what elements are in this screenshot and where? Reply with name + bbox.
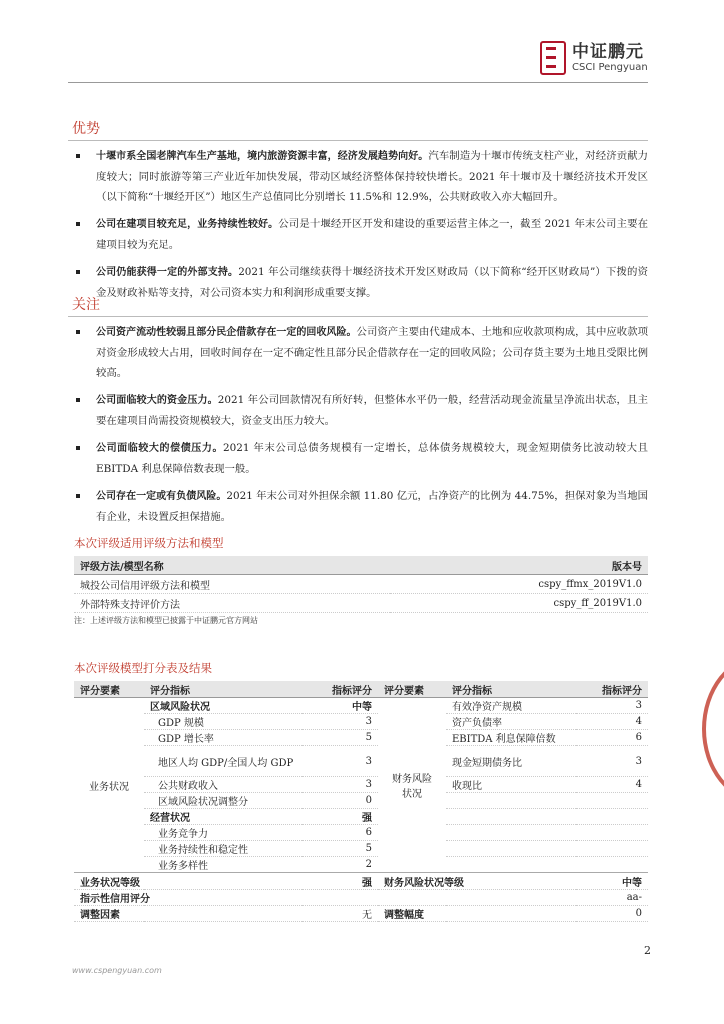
list-item: 公司面临较大的资金压力。2021 年公司回款情况有所好转，但整体水平仍一般，经营活动现金流量呈净流出状态，且主要在建项目尚需投资规模较大，资金支出压力较大。	[72, 390, 648, 431]
business-label: 业务状况	[74, 698, 144, 873]
table-row: 外部特殊支持评价方法 cspy_ff_2019V1.0	[74, 594, 648, 613]
bullet-icon	[76, 222, 80, 226]
scores-title: 本次评级模型打分表及结果	[74, 661, 212, 675]
brand-logo	[540, 40, 648, 76]
advantages-list	[72, 146, 648, 310]
table-row: 业务持续性和稳定性 5	[74, 841, 648, 857]
summary-row: 调整因素 无 调整幅度 0	[74, 906, 648, 922]
header-divider	[68, 82, 648, 83]
table-row: 公共财政收入 3 收现比 4	[74, 777, 648, 793]
concerns-list	[72, 322, 648, 534]
footer-url: www.cspengyuan.com	[72, 966, 162, 975]
methods-table	[74, 556, 648, 613]
list-item: 公司面临较大的偿债压力。2021 年末公司总债务规模有一定增长，总体债务规模较大，现金短期债务比波动较大且 EBITDA 利息保障倍数表现一般。	[72, 438, 648, 479]
table-header-row	[74, 556, 648, 575]
table-row: GDP 规模 3 资产负债率 4	[74, 714, 648, 730]
table-row: 业务多样性 2	[74, 857, 648, 873]
concerns-title: 关注	[72, 297, 100, 313]
methods-title: 本次评级适用评级方法和模型	[74, 536, 224, 550]
list-item: 公司资产流动性较弱且部分民企借款存在一定的回收风险。公司资产主要由代建成本、土地和应收款项构成，其中应收款项对资金形成较大占用，回收时间存在一定不确定性且部分民企借款存在一定的回收风险；公司存货主要为土地且受限比例较高。	[72, 322, 648, 383]
scores-table	[74, 681, 648, 922]
logo-icon	[540, 41, 566, 75]
concerns-divider	[68, 316, 648, 317]
methods-note: 注：上述评级方法和模型已披露于中证鹏元官方网站	[74, 616, 258, 625]
seal-stamp	[696, 655, 724, 795]
advantages-title: 优势	[72, 121, 100, 137]
table-header-row: 评分要素 评分指标 指标评分 评分要素 评分指标 指标评分	[74, 681, 648, 698]
bullet-icon	[76, 446, 80, 450]
table-row: 业务状况 区域风险状况 中等 财务风险状况 有效净资产规模 3	[74, 698, 648, 714]
table-row: 区域风险状况调整分 0	[74, 793, 648, 809]
brand-name-cn: 中证鹏元	[572, 42, 644, 62]
list-item: 公司仍能获得一定的外部支持。2021 年公司继续获得十堰经济技术开发区财政局（以下简称“经开区财政局”）下拨的资金及财政补贴等支持，对公司资本实力和利润形成重要支撑。	[72, 262, 648, 303]
advantages-divider	[68, 140, 648, 141]
col-method-name: 评级方法/模型名称	[74, 556, 390, 575]
finance-label: 财务风险状况	[378, 698, 446, 873]
table-row: 城投公司信用评级方法和模型 cspy_ffmx_2019V1.0	[74, 575, 648, 594]
list-item: 十堰市系全国老牌汽车生产基地，境内旅游资源丰富，经济发展趋势向好。汽车制造为十堰市传统支柱产业，对经济贡献力度较大；同时旅游等第三产业近年加快发展，带动区域经济整体保持较快增长。2021 年十堰市及十堰经济技术开发区（以下简称“十堰经开区”）地区生产总值同比分别增长 11.5%和 12.9%，公共财政收入亦大幅回升。	[72, 146, 648, 207]
list-item: 公司存在一定或有负债风险。2021 年末公司对外担保余额 11.80 亿元，占净资产的比例为 44.75%，担保对象为当地国有企业，未设置反担保措施。	[72, 486, 648, 527]
table-row: 地区人均 GDP/全国人均 GDP 3 现金短期债务比 3	[74, 746, 648, 777]
bullet-icon	[76, 398, 80, 402]
summary-row: 指示性信用评分 aa-	[74, 890, 648, 906]
page-number: 2	[644, 944, 651, 957]
table-row: 经营状况 强	[74, 809, 648, 825]
col-version: 版本号	[390, 556, 648, 575]
bullet-icon	[76, 154, 80, 158]
bullet-icon	[76, 494, 80, 498]
table-row: GDP 增长率 5 EBITDA 利息保障倍数 6	[74, 730, 648, 746]
bullet-icon	[76, 270, 80, 274]
table-row: 业务竞争力 6	[74, 825, 648, 841]
summary-row: 业务状况等级 强 财务风险状况等级 中等	[74, 873, 648, 890]
list-item: 公司在建项目较充足，业务持续性较好。公司是十堰经开区开发和建设的重要运营主体之一，截至 2021 年末公司主要在建项目较为充足。	[72, 214, 648, 255]
brand-name-en: CSCI Pengyuan	[572, 62, 648, 73]
bullet-icon	[76, 330, 80, 334]
